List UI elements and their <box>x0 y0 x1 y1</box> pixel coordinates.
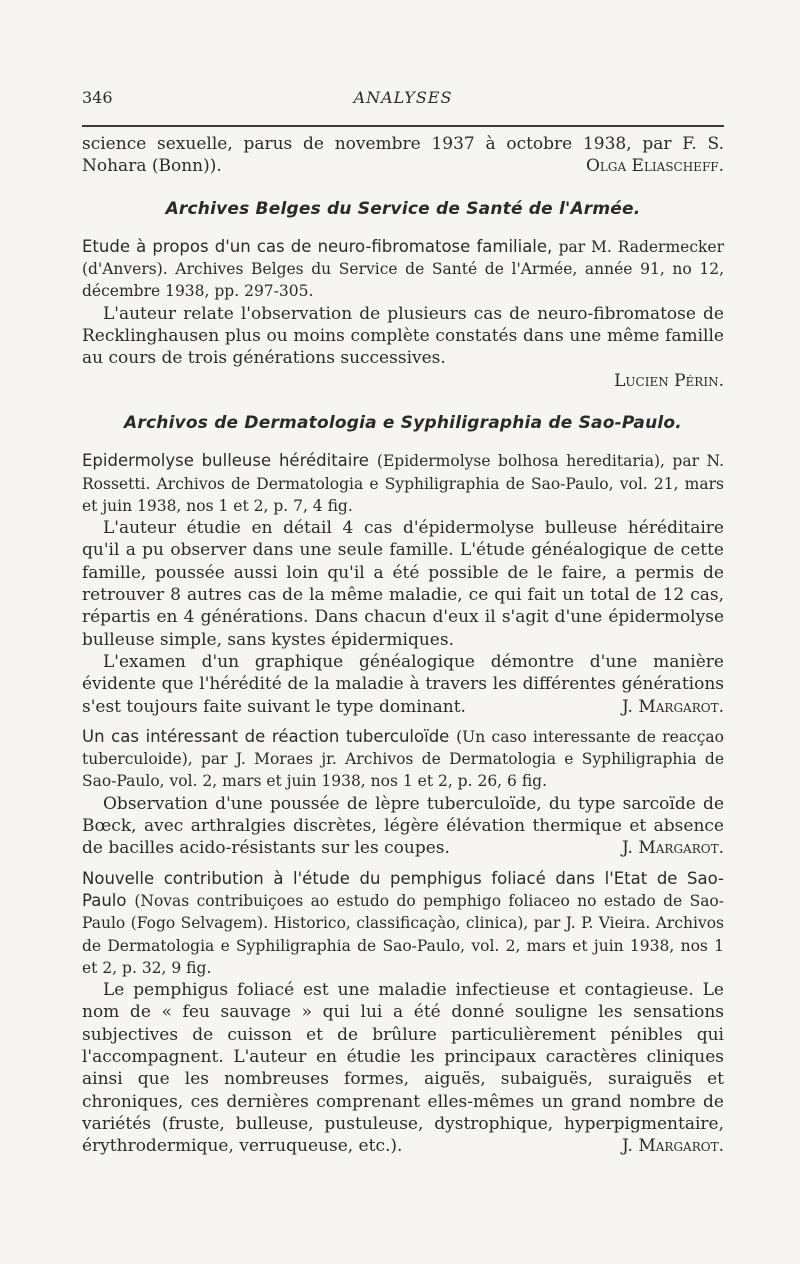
signature: J. Margarot. <box>622 838 724 859</box>
signature: Lucien Périn. <box>614 370 724 391</box>
header-rule <box>82 125 724 127</box>
article-citation: (Novas contribuiçoes ao estudo do pemphigo foliaceo no estado de Sao-Paulo (Fogo Selvagem). Historico, classificaçào, clinica), par J. P. Vieira. Archivos de Dermatologia e Syphiligraphia de Sao-Paulo, vol. 2, mars et juin 1938, nos 1 et 2, p. 32, 9 fig. <box>82 891 724 977</box>
article-citation: (Un caso interessante de reacçao tuberculoide), par J. Moraes jr. Archivos de Dermatologia e Syphiligraphia de Sao-Paulo, vol. 2, mars et juin 1938, nos 1 et 2, p. 26, 6 fig. <box>82 727 724 791</box>
signature: Olga Eliascheff. <box>585 156 724 177</box>
article-title: Etude à propos d'un cas de neuro-fibromatose familiale, <box>82 236 553 256</box>
page-header <box>82 88 724 114</box>
article-heading <box>82 450 724 517</box>
article-paragraph: L'auteur étudie en détail 4 cas d'épidermolyse bulleuse héréditaire qu'il a pu observer dans une seule famille. L'étude généalogique de cette famille, poussée aussi loin qu'il a été possible de le faire, a permis de retrouver 8 autres cas de la même maladie, ce qui fait un total de 12 cas, répartis en 4 générations. Dans chacun d'eux il s'agit d'une épidermolyse bulleuse simple, sans kystes épidermiques. <box>82 518 724 650</box>
article-title: Un cas intéressant de réaction tuberculoïde <box>82 726 450 746</box>
article-title: Nouvelle contribution à l'étude du pemphigus foliacé dans l'Etat de Sao-Paulo <box>82 868 724 910</box>
article-heading <box>82 236 724 303</box>
continuation-text: science sexuelle, parus de novembre 1937 à octobre 1938, par F. S. Nohara (Bonn)). Olga Eliascheff. <box>82 134 724 177</box>
journal-heading: Archives Belges du Service de Santé de l'Armée. <box>165 198 641 219</box>
signature: J. Margarot. <box>622 1136 724 1157</box>
article-citation: par M. Radermecker (d'Anvers). Archives Belges du Service de Santé de l'Armée, année 91, no 12, décembre 1938, pp. 297-305. <box>82 237 724 301</box>
page-number: 346 <box>82 88 113 107</box>
journal-heading: Archivos de Dermatologia e Syphiligraphia de Sao-Paulo. <box>124 412 682 433</box>
article-title: Epidermolyse bulleuse héréditaire <box>82 451 369 471</box>
article-citation: (Epidermolyse bolhosa hereditaria), par N. Rossetti. Archivos de Dermatologia e Syphiligraphia de Sao-Paulo, vol. 21, mars et juin 1938, nos 1 et 2, p. 7, 4 fig. <box>82 452 724 515</box>
running-head: ANALYSES <box>353 88 453 107</box>
article-paragraph: L'auteur relate l'observation de plusieurs cas de neuro-fibromatose de Recklinghausen plus ou moins complète constatés dans une même famille au cours de trois générations successives. <box>82 303 724 369</box>
article-heading <box>82 726 724 793</box>
article-paragraph: L'examen d'un graphique généalogique démontre d'une manière évidente que l'hérédité de la maladie à travers les différentes générations s'est toujours faite suivant le type dominant. J. Margarot. <box>82 651 724 717</box>
signature: J. Margarot. <box>622 696 724 717</box>
page-body <box>82 133 724 1157</box>
article-paragraph: Le pemphigus foliacé est une maladie infectieuse et contagieuse. Le nom de « feu sauvage » qui lui a été donné souligne les sensations subjectives de cuisson et de brûlure particulièrement pénibles qui l'accompagnent. L'auteur en étudie les principaux caractères cliniques ainsi que les nombreuses formes, aiguës, subaiguës, suraiguës et chroniques, ces dernières comprenant elles-mêmes un grand nombre de variétés (fruste, bulleuse, pustuleuse, dystrophique, hyperpigmentaire, érythrodermique, verruqueuse, etc.). J. Margarot. <box>82 980 724 1157</box>
article-paragraph: Observation d'une poussée de lèpre tuberculoïde, du type sarcoïde de Bœck, avec arthralgies discrètes, légère élévation thermique et absence de bacilles acido-résistants sur les coupes. J. Margarot. <box>82 793 724 859</box>
article-heading <box>82 868 724 979</box>
